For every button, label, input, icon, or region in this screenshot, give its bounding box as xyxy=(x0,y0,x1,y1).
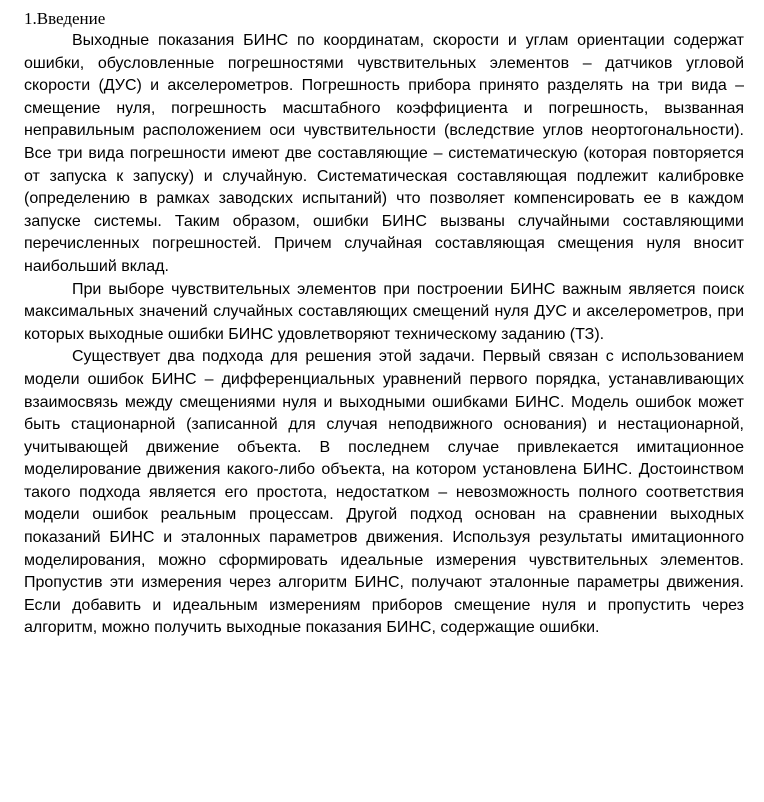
section-heading: 1.Введение xyxy=(24,9,106,28)
paragraph-two-approaches: Существует два подхода для решения этой задачи. Первый связан с использованием модели ошибок БИНС – дифференциальных уравнений первого порядка, устанавливающих взаимосвязь между смещениями нуля и выходными ошибками БИНС. Модель ошибок может быть стационарной (записанной для случая неподвижного основания) и нестационарной, учитывающей движение объекта. В последнем случае привлекается имитационное моделирование движения какого-либо объекта, на котором установлена БИНС. Достоинством такого подхода является его простота, недостатком – невозможность полного соответствия модели ошибок реальным процессам. Другой подход основан на сравнении выходных показаний БИНС и эталонных параметров движения. Используя результаты имитационного моделирования, можно сформировать идеальные измерения чувствительных элементов. Пропустив эти измерения через алгоритм БИНС, получают эталонные параметры движения. Если добавить и идеальным измерениям приборов смещение нуля и пропустить через алгоритм, можно получить выходные показания БИНС, содержащие ошибки. xyxy=(24,348,744,637)
document-page xyxy=(24,8,744,640)
paragraph-errors-overview: Выходные показания БИНС по координатам, скорости и углам ориентации содержат ошибки, обусловленные погрешностями чувствительных элементов – датчиков угловой скорости (ДУС) и акселерометров. Погрешность прибора принято разделять на три вида – смещение нуля, погрешность масштабного коэффициента и погрешность, вызванная неправильным расположением оси чувствительности (вследствие углов неортогональности). Все три вида погрешности имеют две составляющие – систематическую (которая повторяется от запуска к запуску) и случайную. Систематическая составляющая подлежит калибровке (определению в рамках заводских испытаний) что позволяет компенсировать ее в каждом запуске системы. Таким образом, ошибки БИНС вызваны случайными составляющими перечисленных погрешностей. Причем случайная составляющая смещения нуля вносит наибольший вклад. xyxy=(24,32,744,275)
paragraph-sensor-selection: При выборе чувствительных элементов при построении БИНС важным является поиск максимальных значений случайных составляющих смещений нуля ДУС и акселерометров, при которых выходные ошибки БИНС удовлетворяют техническому заданию (ТЗ). xyxy=(24,280,744,343)
